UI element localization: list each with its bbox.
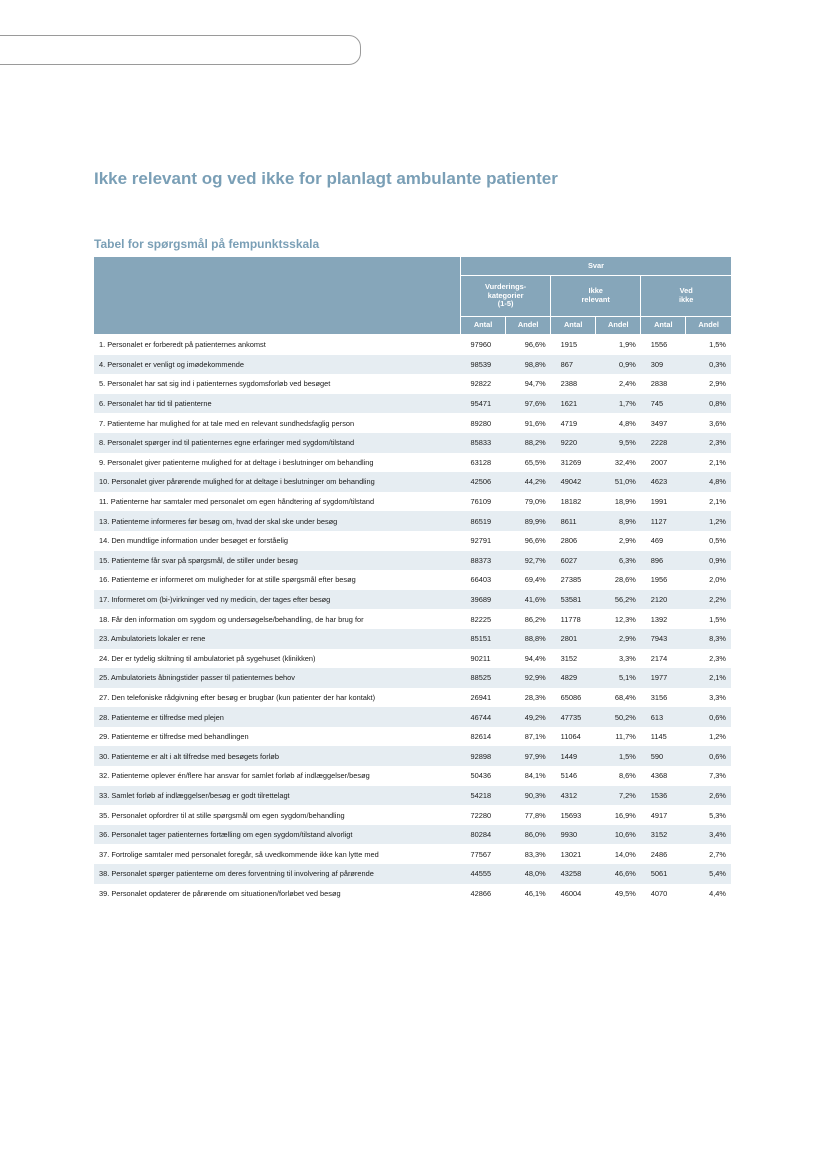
question-cell: 14. Den mundtlige information under besøget er forståelig: [94, 531, 461, 551]
count-cell: 53581: [551, 590, 596, 610]
share-cell: 12,3%: [596, 609, 641, 629]
share-cell: 1,5%: [686, 609, 731, 629]
table-row: [94, 884, 731, 904]
count-cell: 6027: [551, 551, 596, 571]
count-cell: 42506: [461, 472, 506, 492]
share-cell: 5,4%: [686, 864, 731, 884]
table-row: [94, 511, 731, 531]
share-cell: 94,4%: [506, 649, 551, 669]
share-cell: 1,5%: [596, 746, 641, 766]
question-cell: 27. Den telefoniske rådgivning efter besøg er brugbar (kun patienter der har kontakt): [94, 688, 461, 708]
count-cell: 9930: [551, 825, 596, 845]
share-cell: 49,5%: [596, 884, 641, 904]
count-cell: 7943: [641, 629, 686, 649]
count-cell: 1145: [641, 727, 686, 747]
count-cell: 9220: [551, 433, 596, 453]
share-cell: 92,9%: [506, 668, 551, 688]
question-cell: 18. Får den information om sygdom og undersøgelse/behandling, de har brug for: [94, 609, 461, 629]
question-cell: 11. Patienterne har samtaler med personalet om egen håndtering af sygdom/tilstand: [94, 492, 461, 512]
share-cell: 1,2%: [686, 727, 731, 747]
count-cell: 2007: [641, 453, 686, 473]
question-header-cell: [94, 257, 461, 335]
share-cell: 86,2%: [506, 609, 551, 629]
share-cell: 88,8%: [506, 629, 551, 649]
count-cell: 47735: [551, 707, 596, 727]
count-cell: 82614: [461, 727, 506, 747]
count-cell: 11064: [551, 727, 596, 747]
count-cell: 72280: [461, 805, 506, 825]
share-cell: 7,3%: [686, 766, 731, 786]
count-cell: 590: [641, 746, 686, 766]
count-cell: 3152: [551, 649, 596, 669]
table-row: [94, 825, 731, 845]
count-cell: 1956: [641, 570, 686, 590]
share-cell: 2,9%: [596, 629, 641, 649]
count-cell: 31269: [551, 453, 596, 473]
count-cell: 1536: [641, 786, 686, 806]
share-cell: 2,2%: [686, 590, 731, 610]
share-cell: 3,3%: [596, 649, 641, 669]
table-row: [94, 688, 731, 708]
share-cell: 3,4%: [686, 825, 731, 845]
count-cell: 86519: [461, 511, 506, 531]
question-cell: 15. Patienterne får svar på spørgsmål, de stiller under besøg: [94, 551, 461, 571]
count-cell: 43258: [551, 864, 596, 884]
count-cell: 80284: [461, 825, 506, 845]
share-cell: 5,1%: [596, 668, 641, 688]
share-cell: 2,9%: [686, 374, 731, 394]
share-cell: 94,7%: [506, 374, 551, 394]
share-cell: 46,6%: [596, 864, 641, 884]
question-cell: 17. Informeret om (bi-)virkninger ved ny medicin, der tages efter besøg: [94, 590, 461, 610]
table-row: [94, 433, 731, 453]
count-cell: 2388: [551, 374, 596, 394]
share-cell: 4,8%: [596, 413, 641, 433]
count-cell: 1915: [551, 335, 596, 355]
question-cell: 32. Patienterne oplever én/flere har ansvar for samlet forløb af indlæggelser/besøg: [94, 766, 461, 786]
count-cell: 92822: [461, 374, 506, 394]
share-cell: 8,9%: [596, 511, 641, 531]
count-cell: 89280: [461, 413, 506, 433]
share-cell: 2,0%: [686, 570, 731, 590]
share-cell: 83,3%: [506, 844, 551, 864]
share-cell: 1,9%: [596, 335, 641, 355]
table-row: [94, 727, 731, 747]
table-row: [94, 472, 731, 492]
count-cell: 39689: [461, 590, 506, 610]
share-cell: 2,6%: [686, 786, 731, 806]
count-cell: 46004: [551, 884, 596, 904]
count-cell: 2228: [641, 433, 686, 453]
table-row: [94, 609, 731, 629]
count-cell: 2806: [551, 531, 596, 551]
share-cell: 49,2%: [506, 707, 551, 727]
count-cell: 50436: [461, 766, 506, 786]
count-cell: 3152: [641, 825, 686, 845]
share-cell: 50,2%: [596, 707, 641, 727]
count-cell: 1991: [641, 492, 686, 512]
table-row: [94, 805, 731, 825]
question-cell: 10. Personalet giver pårørende mulighed for at deltage i beslutninger om behandling: [94, 472, 461, 492]
count-cell: 2486: [641, 844, 686, 864]
question-cell: 4. Personalet er venligt og imødekommende: [94, 355, 461, 375]
share-cell: 79,0%: [506, 492, 551, 512]
count-cell: 27385: [551, 570, 596, 590]
question-cell: 24. Der er tydelig skiltning til ambulatoriet på sygehuset (klinikken): [94, 649, 461, 669]
share-cell: 77,8%: [506, 805, 551, 825]
question-cell: 16. Patienterne er informeret om muligheder for at stille spørgsmål efter besøg: [94, 570, 461, 590]
share-cell: 89,9%: [506, 511, 551, 531]
table-row: [94, 453, 731, 473]
share-cell: 18,9%: [596, 492, 641, 512]
share-cell: 2,1%: [686, 492, 731, 512]
count-cell: 49042: [551, 472, 596, 492]
count-cell: 97960: [461, 335, 506, 355]
count-cell: 3156: [641, 688, 686, 708]
question-cell: 8. Personalet spørger ind til patienternes egne erfaringer med sygdom/tilstand: [94, 433, 461, 453]
count-cell: 1392: [641, 609, 686, 629]
question-cell: 36. Personalet tager patienternes fortælling om egen sygdom/tilstand alvorligt: [94, 825, 461, 845]
table-row: [94, 786, 731, 806]
count-cell: 15693: [551, 805, 596, 825]
share-cell: 2,4%: [596, 374, 641, 394]
count-cell: 745: [641, 394, 686, 414]
table-row: [94, 649, 731, 669]
subheader-antal: Antal: [641, 317, 686, 335]
share-cell: 1,7%: [596, 394, 641, 414]
question-cell: 30. Patienterne er alt i alt tilfredse med besøgets forløb: [94, 746, 461, 766]
count-cell: 26941: [461, 688, 506, 708]
count-cell: 2120: [641, 590, 686, 610]
share-cell: 92,7%: [506, 551, 551, 571]
subheader-andel: Andel: [506, 317, 551, 335]
table-row: [94, 766, 731, 786]
share-cell: 6,3%: [596, 551, 641, 571]
question-cell: 23. Ambulatoriets lokaler er rene: [94, 629, 461, 649]
count-cell: 2838: [641, 374, 686, 394]
question-cell: 7. Patienterne har mulighed for at tale med en relevant sundhedsfaglig person: [94, 413, 461, 433]
question-cell: 5. Personalet har sat sig ind i patienternes sygdomsforløb ved besøget: [94, 374, 461, 394]
count-cell: 4719: [551, 413, 596, 433]
share-cell: 96,6%: [506, 531, 551, 551]
table-subtitle: Tabel for spørgsmål på fempunktsskala: [94, 237, 320, 251]
share-cell: 4,8%: [686, 472, 731, 492]
share-cell: 41,6%: [506, 590, 551, 610]
count-cell: 88525: [461, 668, 506, 688]
table-row: [94, 668, 731, 688]
count-cell: 90211: [461, 649, 506, 669]
share-cell: 46,1%: [506, 884, 551, 904]
count-cell: 92791: [461, 531, 506, 551]
count-cell: 4070: [641, 884, 686, 904]
count-cell: 896: [641, 551, 686, 571]
count-cell: 4829: [551, 668, 596, 688]
table-row: [94, 394, 731, 414]
share-cell: 86,0%: [506, 825, 551, 845]
share-cell: 9,5%: [596, 433, 641, 453]
share-cell: 87,1%: [506, 727, 551, 747]
count-cell: 11778: [551, 609, 596, 629]
count-cell: 77567: [461, 844, 506, 864]
table-row: [94, 492, 731, 512]
count-cell: 44555: [461, 864, 506, 884]
share-cell: 32,4%: [596, 453, 641, 473]
table-row: [94, 335, 731, 355]
question-cell: 6. Personalet har tid til patienterne: [94, 394, 461, 414]
question-cell: 39. Personalet opdaterer de pårørende om situationen/forløbet ved besøg: [94, 884, 461, 904]
subheader-andel: Andel: [596, 317, 641, 335]
count-cell: 46744: [461, 707, 506, 727]
count-cell: 867: [551, 355, 596, 375]
share-cell: 96,6%: [506, 335, 551, 355]
table-row: [94, 844, 731, 864]
count-cell: 18182: [551, 492, 596, 512]
share-cell: 28,3%: [506, 688, 551, 708]
count-cell: 98539: [461, 355, 506, 375]
table-row: [94, 531, 731, 551]
count-cell: 65086: [551, 688, 596, 708]
svar-header: Svar: [461, 257, 731, 276]
share-cell: 5,3%: [686, 805, 731, 825]
share-cell: 0,5%: [686, 531, 731, 551]
share-cell: 91,6%: [506, 413, 551, 433]
count-cell: 54218: [461, 786, 506, 806]
table-row: [94, 570, 731, 590]
share-cell: 51,0%: [596, 472, 641, 492]
share-cell: 28,6%: [596, 570, 641, 590]
table-row: [94, 374, 731, 394]
page-title: Ikke relevant og ved ikke for planlagt ambulante patienter: [94, 169, 558, 188]
share-cell: 0,9%: [686, 551, 731, 571]
count-cell: 4312: [551, 786, 596, 806]
group-header: Vurderings- kategorier (1-5): [461, 276, 551, 317]
share-cell: 2,7%: [686, 844, 731, 864]
count-cell: 92898: [461, 746, 506, 766]
count-cell: 1556: [641, 335, 686, 355]
survey-table: [94, 257, 731, 903]
share-cell: 1,2%: [686, 511, 731, 531]
share-cell: 4,4%: [686, 884, 731, 904]
share-cell: 44,2%: [506, 472, 551, 492]
question-cell: 13. Patienterne informeres før besøg om, hvad der skal ske under besøg: [94, 511, 461, 531]
share-cell: 16,9%: [596, 805, 641, 825]
count-cell: 5061: [641, 864, 686, 884]
share-cell: 3,6%: [686, 413, 731, 433]
share-cell: 2,3%: [686, 433, 731, 453]
count-cell: 13021: [551, 844, 596, 864]
question-cell: 37. Fortrolige samtaler med personalet foregår, så uvedkommende ikke kan lytte med: [94, 844, 461, 864]
table-row: [94, 746, 731, 766]
share-cell: 7,2%: [596, 786, 641, 806]
count-cell: 2801: [551, 629, 596, 649]
count-cell: 469: [641, 531, 686, 551]
share-cell: 1,5%: [686, 335, 731, 355]
table-row: [94, 707, 731, 727]
table-row: [94, 413, 731, 433]
count-cell: 4917: [641, 805, 686, 825]
group-header: Ikke relevant: [551, 276, 641, 317]
count-cell: 76109: [461, 492, 506, 512]
share-cell: 97,9%: [506, 746, 551, 766]
table-row: [94, 590, 731, 610]
question-cell: 25. Ambulatoriets åbningstider passer til patienternes behov: [94, 668, 461, 688]
count-cell: 4368: [641, 766, 686, 786]
count-cell: 63128: [461, 453, 506, 473]
question-cell: 38. Personalet spørger patienterne om deres forventning til involvering af pårørende: [94, 864, 461, 884]
question-cell: 1. Personalet er forberedt på patienternes ankomst: [94, 335, 461, 355]
count-cell: 1977: [641, 668, 686, 688]
table-row: [94, 355, 731, 375]
share-cell: 3,3%: [686, 688, 731, 708]
group-header: Ved ikke: [641, 276, 731, 317]
share-cell: 2,1%: [686, 668, 731, 688]
count-cell: 85151: [461, 629, 506, 649]
count-cell: 3497: [641, 413, 686, 433]
share-cell: 48,0%: [506, 864, 551, 884]
count-cell: 613: [641, 707, 686, 727]
share-cell: 2,1%: [686, 453, 731, 473]
count-cell: 8611: [551, 511, 596, 531]
share-cell: 0,3%: [686, 355, 731, 375]
share-cell: 8,3%: [686, 629, 731, 649]
table-row: [94, 864, 731, 884]
question-cell: 29. Patienterne er tilfredse med behandlingen: [94, 727, 461, 747]
count-cell: 88373: [461, 551, 506, 571]
subheader-antal: Antal: [461, 317, 506, 335]
count-cell: 1127: [641, 511, 686, 531]
count-cell: 5146: [551, 766, 596, 786]
count-cell: 42866: [461, 884, 506, 904]
share-cell: 0,6%: [686, 707, 731, 727]
count-cell: 85833: [461, 433, 506, 453]
count-cell: 1449: [551, 746, 596, 766]
count-cell: 66403: [461, 570, 506, 590]
count-cell: 309: [641, 355, 686, 375]
count-cell: 2174: [641, 649, 686, 669]
share-cell: 0,9%: [596, 355, 641, 375]
count-cell: 4623: [641, 472, 686, 492]
share-cell: 56,2%: [596, 590, 641, 610]
share-cell: 8,6%: [596, 766, 641, 786]
share-cell: 98,8%: [506, 355, 551, 375]
share-cell: 2,3%: [686, 649, 731, 669]
share-cell: 65,5%: [506, 453, 551, 473]
count-cell: 95471: [461, 394, 506, 414]
table-row: [94, 551, 731, 571]
share-cell: 11,7%: [596, 727, 641, 747]
question-cell: 35. Personalet opfordrer til at stille spørgsmål om egen sygdom/behandling: [94, 805, 461, 825]
share-cell: 14,0%: [596, 844, 641, 864]
share-cell: 2,9%: [596, 531, 641, 551]
share-cell: 97,6%: [506, 394, 551, 414]
share-cell: 0,6%: [686, 746, 731, 766]
question-cell: 9. Personalet giver patienterne mulighed for at deltage i beslutninger om behandling: [94, 453, 461, 473]
table-row: [94, 629, 731, 649]
question-cell: 33. Samlet forløb af indlæggelser/besøg er godt tilrettelagt: [94, 786, 461, 806]
header-tab-outline: [0, 35, 361, 65]
question-cell: 28. Patienterne er tilfredse med plejen: [94, 707, 461, 727]
share-cell: 68,4%: [596, 688, 641, 708]
subheader-andel: Andel: [686, 317, 731, 335]
share-cell: 90,3%: [506, 786, 551, 806]
share-cell: 84,1%: [506, 766, 551, 786]
share-cell: 69,4%: [506, 570, 551, 590]
count-cell: 1621: [551, 394, 596, 414]
share-cell: 0,8%: [686, 394, 731, 414]
count-cell: 82225: [461, 609, 506, 629]
share-cell: 10,6%: [596, 825, 641, 845]
subheader-antal: Antal: [551, 317, 596, 335]
share-cell: 88,2%: [506, 433, 551, 453]
